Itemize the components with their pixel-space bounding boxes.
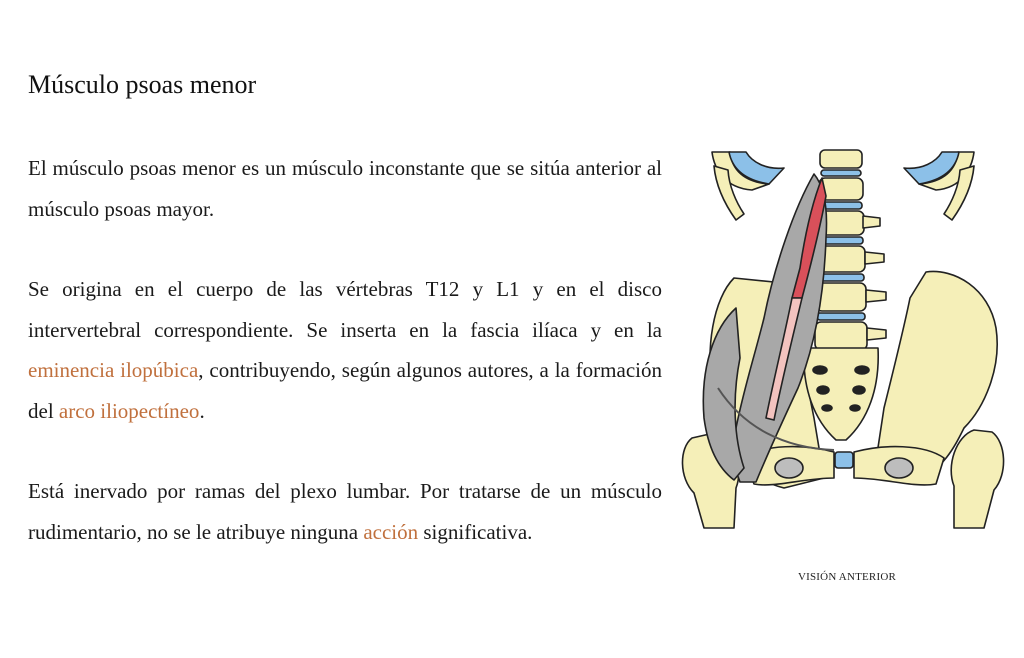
- transverse-process-1: [863, 216, 880, 228]
- origin-text-1: Se origina en el cuerpo de las vértebras T12 y L1 y en el disco intervertebral correspondiente. Se inserta en la fascia ilíaca y en la: [28, 277, 662, 342]
- obturator-foramen-right: [885, 458, 913, 478]
- disc-4: [818, 274, 864, 281]
- transverse-process-4: [867, 328, 886, 340]
- paragraph-innervation: [28, 471, 662, 552]
- vertebra-l3: [816, 283, 866, 311]
- paragraph-intro: [28, 148, 662, 229]
- pubic-symphysis: [835, 452, 853, 468]
- obturator-foramen-left: [775, 458, 803, 478]
- vertebra-l4: [815, 322, 867, 350]
- anatomy-illustration: [674, 148, 1014, 538]
- sacral-foramen-3: [817, 386, 829, 394]
- innervation-text-2: significativa.: [418, 519, 533, 544]
- figure-caption: VISIÓN ANTERIOR: [797, 571, 897, 583]
- disc-5: [817, 313, 865, 320]
- transverse-process-2: [865, 252, 884, 264]
- origin-text-2: , contribuyendo, según algunos autores, a la formación del: [28, 358, 662, 423]
- paragraph-origin-insertion: [28, 269, 662, 431]
- origin-text-3: .: [199, 398, 205, 423]
- transverse-process-3: [866, 290, 886, 302]
- innervation-text-1: Está inervado por ramas del plexo lumbar. Por tratarse de un músculo rudimentario, no se le atribuye ninguna: [28, 479, 662, 544]
- sacral-foramen-6: [850, 405, 860, 411]
- sacral-foramen-2: [855, 366, 869, 374]
- sacral-foramen-5: [822, 405, 832, 411]
- sacral-foramen-1: [813, 366, 827, 374]
- paragraph-intro-text: El músculo psoas menor es un músculo inconstante que se sitúa anterior al músculo psoas mayor.: [28, 156, 662, 221]
- link-eminencia-ilopubica[interactable]: eminencia ilopúbica: [28, 358, 199, 382]
- page-title: Músculo psoas menor: [28, 70, 257, 99]
- disc-1: [821, 170, 861, 176]
- link-accion[interactable]: acción: [363, 519, 419, 544]
- link-arco-iliopectineo[interactable]: arco iliopectíneo: [58, 398, 200, 423]
- pelvis-spine-drawing: [674, 148, 1014, 538]
- sacral-foramen-4: [853, 386, 865, 394]
- femur-right: [951, 430, 1003, 528]
- vertebra-t11: [820, 150, 862, 168]
- article-body: [28, 148, 662, 592]
